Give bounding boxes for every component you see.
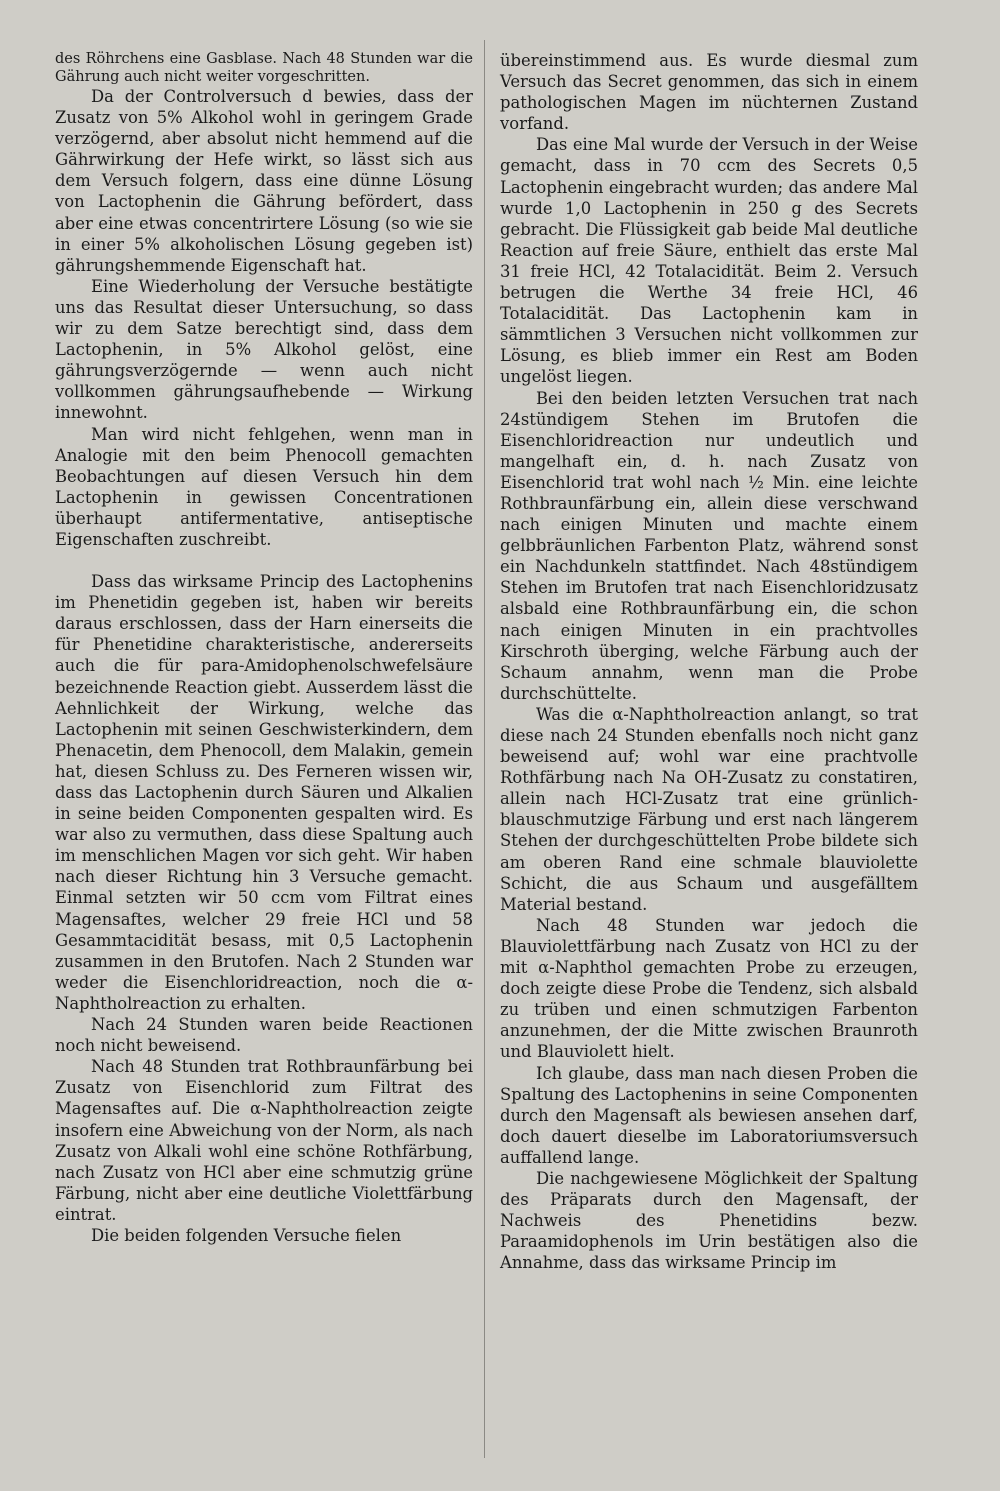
paragraph: Eine Wiederholung der Versuche bestätigte uns das Resultat dieser Untersuchung, so dass wir zu dem Satze berechtigt sind, dass dem Lactophenin, in 5% Alkohol gelöst, eine gährungsverzögernde — wenn auch nicht vollkommen gährungsaufhebende — Wirkung innewohnt. [55, 276, 473, 423]
paragraph: Nach 48 Stunden trat Rothbraunfärbung bei Zusatz von Eisenchlorid zum Filtrat des Magensaftes auf. Die α-Naphtholreaction zeigte insofern eine Abweichung von der Norm, als nach Zusatz von Alkali wohl eine schöne Rothfärbung, nach Zusatz von HCl aber eine schmutzig grüne Färbung, nicht aber eine deutliche Violettfärbung eintrat. [55, 1057, 473, 1224]
paragraph: Man wird nicht fehlgehen, wenn man in Analogie mit den beim Phenocoll gemachten Beobachtungen auf diesen Versuch hin dem Lactophenin in gewissen Concentrationen überhaupt antifermentative, antiseptische Eigenschaften zuschreibt. [55, 424, 473, 549]
paragraph: Die beiden folgenden Versuche fielen [91, 1225, 402, 1245]
paragraph: übereinstimmend aus. Es wurde diesmal zum Versuch das Secret genommen, das sich in einem pathologischen Magen im nüchternen Zustand vorfand. [500, 51, 918, 134]
paragraph: Bei den beiden letzten Versuchen trat nach 24stündigem Stehen im Brutofen die Eisenchloridreaction nur undeutlich und mangelhaft ein, d. h. nach Zusatz von Eisenchlorid trat wohl nach ½ Min. eine leichte Rothbraunfärbung ein, allein diese verschwand nach einigen Minuten und machte einem gelbbräunlichen Farbenton Platz, während sonst ein Nachdunkeln stattfindet. Nach 48stündigem Stehen im Brutofen trat nach Eisenchloridzusatz alsbald eine Rothbraunfärbung ein, die schon nach einigen Minuten in ein prachtvolles Kirschroth überging, welche Färbung auch der Schaum annahm, wenn man die Probe durchschüttelte. [500, 388, 918, 703]
paragraph: des Röhrchens eine Gasblase. Nach 48 Stunden war die Gährung auch nicht weiter vorgeschritten. [55, 51, 473, 85]
paragraph: Dass das wirksame Princip des Lactophenins im Phenetidin gegeben ist, haben wir bereits daraus erschlossen, dass der Harn einerseits die für Phenetidine charakteristische, andererseits auch die für para-Amidophenolschwefelsäure bezeichnende Reaction giebt. Ausserdem lässt die Aehnlichkeit der Wirkung, welche das Lactophenin mit seinen Geschwisterkindern, dem Phenacetin, dem Phenocoll, dem Malakin, gemein hat, diesen Schluss zu. Des Ferneren wissen wir, dass das Lactophenin durch Säuren und Alkalien in seine beiden Componenten gespalten wird. Es war also zu vermuthen, dass diese Spaltung auch im menschlichen Magen vor sich geht. Wir haben nach dieser Richtung hin 3 Versuche gemacht. Einmal setzten wir 50 ccm vom Filtrat eines Magensaftes, welcher 29 freie HCl und 58 Gesammtacidität besass, mit 0,5 Lactophenin zusammen in den Brutofen. Nach 2 Stunden war weder die Eisenchloridreaction, noch die α-Naphtholreaction zu erhalten. [55, 572, 473, 1013]
paragraph: Das eine Mal wurde der Versuch in der Weise gemacht, dass in 70 ccm des Secrets 0,5 Lactophenin eingebracht wurden; das andere Mal wurde 1,0 Lactophenin in 250 g des Secrets gebracht. Die Flüssigkeit gab beide Mal deutliche Reaction auf freie Säure, enthielt das erste Mal 31 freie HCl, 42 Totalacidität. Beim 2. Versuch betrugen die Werthe 34 freie HCl, 46 Totalacidität. Das Lactophenin kam in sämmtlichen 3 Versuchen nicht vollkommen zur Lösung, es blieb immer ein Rest am Boden ungelöst liegen. [500, 135, 918, 387]
paragraph: Nach 24 Stunden waren beide Reactionen noch nicht beweisend. [55, 1015, 473, 1056]
column-divider [484, 40, 485, 1458]
paragraph: Da der Controlversuch d bewies, dass der Zusatz von 5% Alkohol wohl in geringem Grade verzögernd, aber absolut nicht hemmend auf die Gährwirkung der Hefe wirkt, so lässt sich aus dem Versuch folgern, dass eine dünne Lösung von Lactophenin die Gährung befördert, dass aber eine etwas concentrirtere Lösung (so wie sie in einer 5% alkoholischen Lösung gegeben ist) gährungshemmende Eigenschaft hat. [55, 87, 473, 275]
right-column [500, 50, 918, 1273]
paragraph: Die nachgewiesene Möglichkeit der Spaltung des Präparats durch den Magensaft, der Nachweis des Phenetidins bezw. Paraamidophenols im Urin bestätigen also die Annahme, dass das wirksame Princip im [500, 1168, 918, 1273]
paragraph: Ich glaube, dass man nach diesen Proben die Spaltung des Lactophenins in seine Componenten durch den Magensaft als bewiesen ansehen darf, doch dauert dieselbe im Laboratoriumsversuch auffallend lange. [500, 1063, 918, 1167]
left-column [55, 50, 473, 1246]
paragraph: Nach 48 Stunden war jedoch die Blauviolettfärbung nach Zusatz von HCl zu der mit α-Naphthol gemachten Probe zu erzeugen, doch zeigte diese Probe die Tendenz, sich alsbald zu trüben und einen schmutzigen Farbenton anzunehmen, der die Mitte zwischen Braunroth und Blauviolett hielt. [500, 915, 918, 1062]
paragraph: Was die α-Naphtholreaction anlangt, so trat diese nach 24 Stunden ebenfalls noch nicht ganz beweisend auf; wohl war eine prachtvolle Rothfärbung nach Na OH-Zusatz zu constatiren, allein nach HCl-Zusatz trat eine grünlich-blauschmutzige Färbung und erst nach längerem Stehen der durchgeschüttelten Probe bildete sich am oberen Rand eine schmale blauviolette Schicht, die aus Schaum und ausgefälltem Material bestand. [500, 704, 918, 914]
